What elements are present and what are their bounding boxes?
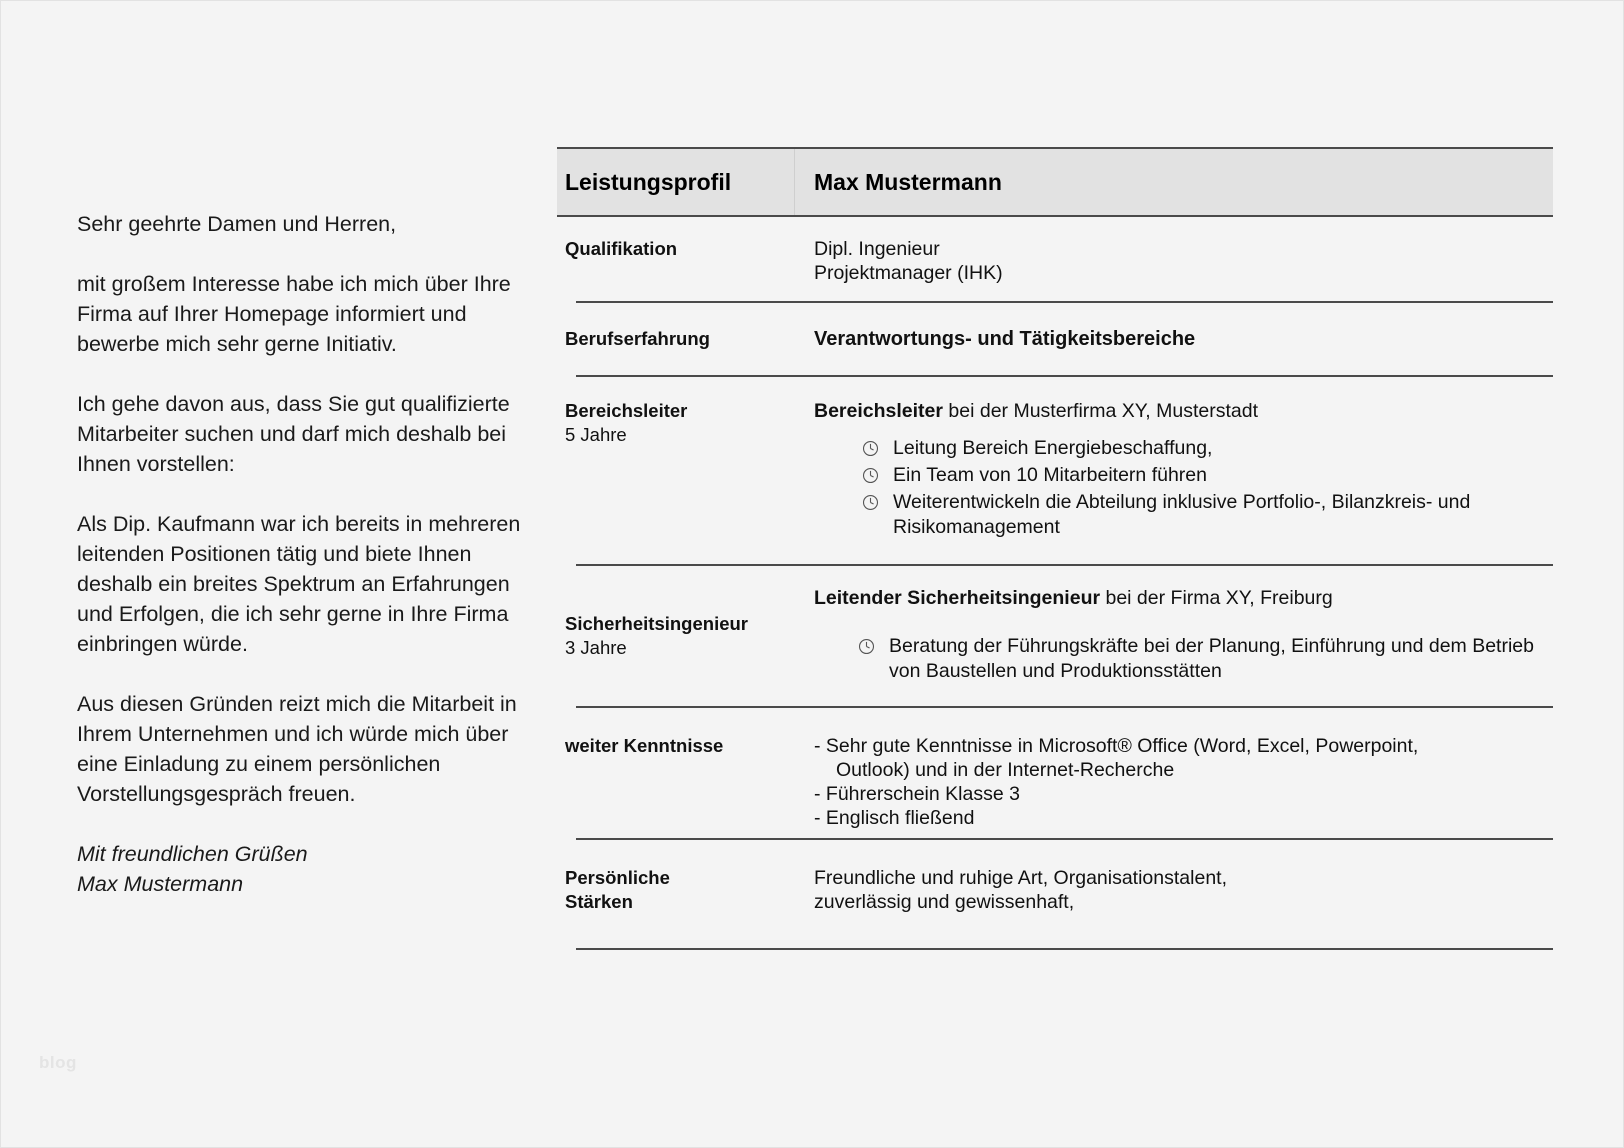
closing-greeting: Mit freundlichen Grüßen [77,842,308,866]
list-item [862,490,1553,540]
letter-paragraph-4: Aus diesen Gründen reizt mich die Mitarbeit in Ihrem Unternehmen und ich würde mich über eine Einladung zu einem persönlichen Vorstellungsgespräch freuen. [77,692,517,806]
table-header-row [557,149,1553,215]
staerken-line-2: zuverlässig und gewissenhaft, [814,891,1075,913]
qualifikation-line-2: Projektmanager (IHK) [814,262,1003,284]
list-item-text: Weiterentwickeln die Abteilung inklusive Portfolio-, Bilanzkreis- und Risikomanagement [893,491,1471,538]
letter-paragraph-3: Als Dip. Kaufmann war ich bereits in mehreren leitenden Positionen tätig und biete Ihnen deshalb ein breites Spektrum an Erfahrungen und Erfolgen, die ich sehr gerne in Ihre Firma einbringen würde. [77,512,521,656]
sicherheitsingenieur-label [557,612,795,660]
kenntnisse-value [795,734,1553,830]
leistungsprofil-table [557,147,1553,950]
closing-signature-name: Max Mustermann [77,872,244,896]
row-sicherheitsingenieur [557,566,1553,706]
row-staerken [557,840,1553,948]
watermark-text: blog [39,1053,77,1072]
qualifikation-line-1: Dipl. Ingenieur [814,238,940,260]
staerken-label-line-2: Stärken [565,891,633,912]
list-item [862,463,1553,488]
list-item-text: Beratung der Führungskräfte bei der Planung, Einführung und dem Betrieb von Baustellen und Produktionsstätten [889,635,1534,682]
bereichsleiter-position-rest: bei der Musterfirma XY, Musterstadt [943,400,1259,422]
list-item [858,634,1553,684]
bereichsleiter-position-line [814,399,1553,423]
berufserfahrung-label: Berufserfahrung [565,328,710,349]
clock-bullet-icon [862,494,879,511]
bereichsleiter-position-bold: Bereichsleiter [814,400,943,422]
letter-closing [77,839,547,899]
kenntnisse-item-2: - Führerschein Klasse 3 [814,783,1020,805]
list-item [862,436,1553,461]
clock-bullet-icon [862,440,879,457]
kenntnisse-item-3: - Englisch fließend [814,807,975,829]
clock-bullet-icon [858,638,875,655]
kenntnisse-item-1 [814,734,1553,782]
sicherheitsingenieur-title: Sicherheitsingenieur [565,613,748,634]
letter-salutation: Sehr geehrte Damen und Herren, [77,212,397,236]
list-item-text: Leitung Bereich Energiebeschaffung, [893,437,1213,459]
sicherheitsingenieur-position-bold: Leitender Sicherheitsingenieur [814,587,1101,609]
sicherheitsingenieur-value [795,586,1553,686]
sicherheitsingenieur-duration: 3 Jahre [565,637,627,658]
bereichsleiter-title: Bereichsleiter [565,400,688,421]
bereichsleiter-label [557,399,795,542]
row-bereichsleiter [557,377,1553,564]
sicherheitsingenieur-position-line [814,586,1553,610]
staerken-line-1: Freundliche und ruhige Art, Organisationstalent, [814,867,1227,889]
table-bottom-rule [576,948,1553,950]
berufserfahrung-value: Verantwortungs- und Tätigkeitsbereiche [814,328,1196,350]
staerken-value [795,866,1553,914]
list-item-text: Ein Team von 10 Mitarbeitern führen [893,464,1207,486]
letter-paragraph-1: mit großem Interesse habe ich mich über Ihre Firma auf Ihrer Homepage informiert und bewerbe mich sehr gerne Initiativ. [77,272,511,356]
qualifikation-label: Qualifikation [565,238,678,259]
kenntnisse-label: weiter Kenntnisse [565,735,724,756]
kenntnisse-item-1-text: - Sehr gute Kenntnisse in Microsoft® Office (Word, Excel, Powerpoint, [814,735,1419,757]
letter-paragraph-2: Ich gehe davon aus, dass Sie gut qualifizierte Mitarbeiter suchen und darf mich deshalb bei Ihnen vorstellen: [77,392,510,476]
sicherheitsingenieur-position-rest: bei der Firma XY, Freiburg [1100,587,1333,609]
qualifikation-value [795,237,1553,285]
row-qualifikation [557,217,1553,301]
cover-letter [77,209,547,929]
row-berufserfahrung [557,303,1553,375]
sicherheitsingenieur-bullet-list [814,634,1553,684]
bereichsleiter-bullet-list [814,436,1553,540]
staerken-label [557,866,795,914]
row-kenntnisse [557,708,1553,838]
header-candidate-name: Max Mustermann [814,168,1002,195]
bereichsleiter-value [795,399,1553,542]
bereichsleiter-duration: 5 Jahre [565,424,627,445]
staerken-label-line-1: Persönliche [565,867,670,888]
header-label: Leistungsprofil [557,149,795,215]
clock-bullet-icon [862,467,879,484]
kenntnisse-item-1-continued: Outlook) und in der Internet-Recherche [836,759,1175,781]
